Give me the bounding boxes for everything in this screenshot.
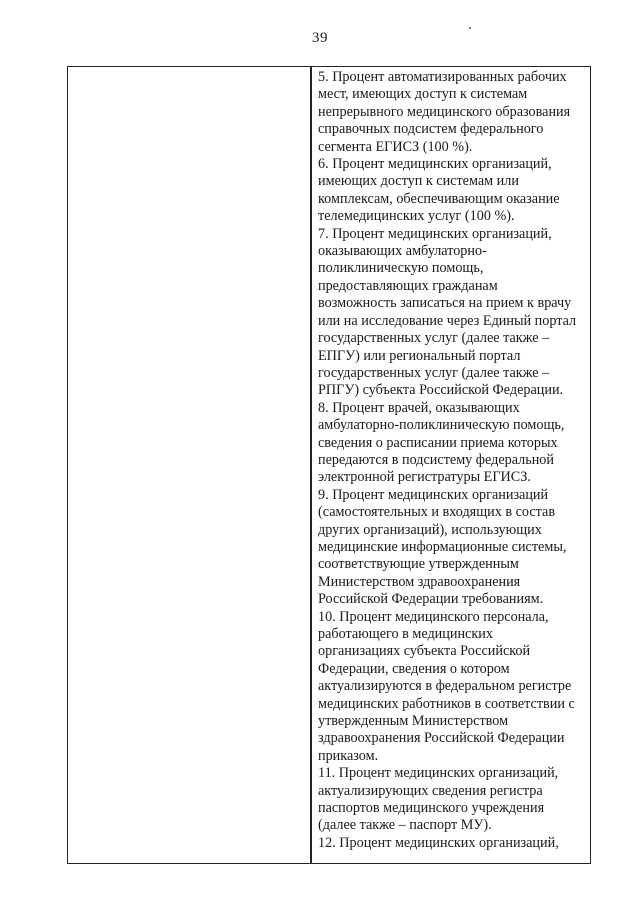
text-line: утвержденным Министерством bbox=[318, 713, 509, 730]
text-line: 7. Процент медицинских организаций, bbox=[318, 225, 552, 242]
text-line: паспортов медицинского учреждения bbox=[318, 800, 545, 817]
text-line: 9. Процент медицинских организаций bbox=[318, 486, 549, 503]
text-line: возможность записаться на прием к врачу bbox=[318, 295, 572, 312]
text-line: непрерывного медицинского образования bbox=[318, 103, 571, 120]
text-line: работающего в медицинских bbox=[318, 626, 493, 642]
text-line: государственных услуг (далее также – bbox=[318, 364, 550, 381]
text-line: справочных подсистем федерального bbox=[318, 121, 544, 138]
text-line: предоставляющих гражданам bbox=[318, 277, 498, 294]
text-line: государственных услуг (далее также – bbox=[318, 330, 550, 347]
scan-speck bbox=[469, 27, 471, 29]
text-line: 12. Процент медицинских организаций, bbox=[318, 834, 559, 851]
text-line: Российской Федерации требованиям. bbox=[318, 591, 544, 608]
text-line: 5. Процент автоматизированных рабочих bbox=[318, 69, 567, 85]
text-line: организациях субъекта Российской bbox=[318, 643, 531, 660]
text-line: Федерации, сведения о котором bbox=[318, 660, 510, 677]
text-line: здравоохранения Российской Федерации bbox=[318, 730, 565, 747]
text-line: амбулаторно-поликлиническую помощь, bbox=[318, 417, 565, 434]
text-line: оказывающих амбулаторно- bbox=[318, 243, 487, 260]
text-line: приказом. bbox=[318, 747, 379, 764]
text-line: медицинских работников в соответствии с bbox=[318, 695, 575, 712]
text-line: передаются в подсистему федеральной bbox=[318, 451, 554, 468]
table-right-cell bbox=[318, 69, 590, 852]
text-line: 11. Процент медицинских организаций, bbox=[318, 765, 559, 782]
table-column-divider bbox=[310, 67, 312, 863]
document-table bbox=[67, 66, 591, 864]
text-line: актуализирующих сведения регистра bbox=[318, 782, 543, 799]
text-line: (далее также – паспорт МУ). bbox=[318, 817, 492, 834]
text-line: актуализируются в федеральном регистре bbox=[318, 678, 572, 695]
text-line: мест, имеющих доступ к системам bbox=[318, 86, 528, 103]
text-line: 10. Процент медицинского персонала, bbox=[318, 608, 549, 625]
text-line: сегмента ЕГИСЗ (100 %). bbox=[318, 138, 473, 155]
text-line: РПГУ) субъекта Российской Федерации. bbox=[318, 382, 564, 399]
table-left-cell-empty bbox=[68, 67, 310, 863]
text-line: 6. Процент медицинских организаций, bbox=[318, 156, 552, 173]
text-line: других организаций), использующих bbox=[318, 521, 542, 538]
page-number: 39 bbox=[312, 30, 328, 46]
text-line: телемедицинских услуг (100 %). bbox=[318, 208, 515, 225]
text-line: поликлиническую помощь, bbox=[318, 260, 484, 277]
text-line: имеющих доступ к системам или bbox=[318, 173, 519, 190]
text-line: (самостоятельных и входящих в состав bbox=[318, 504, 556, 521]
text-line: Министерством здравоохранения bbox=[318, 573, 521, 590]
text-line: соответствующие утвержденным bbox=[318, 556, 519, 573]
text-line: электронной регистратуры ЕГИСЗ. bbox=[318, 469, 531, 486]
text-line: комплексам, обеспечивающим оказание bbox=[318, 190, 560, 207]
text-line: медицинские информационные системы, bbox=[318, 538, 567, 555]
text-line: сведения о расписании приема которых bbox=[318, 434, 558, 451]
text-line: 8. Процент врачей, оказывающих bbox=[318, 399, 520, 416]
text-line: или на исследование через Единый портал bbox=[318, 312, 577, 329]
text-line: ЕПГУ) или региональный портал bbox=[318, 347, 521, 364]
